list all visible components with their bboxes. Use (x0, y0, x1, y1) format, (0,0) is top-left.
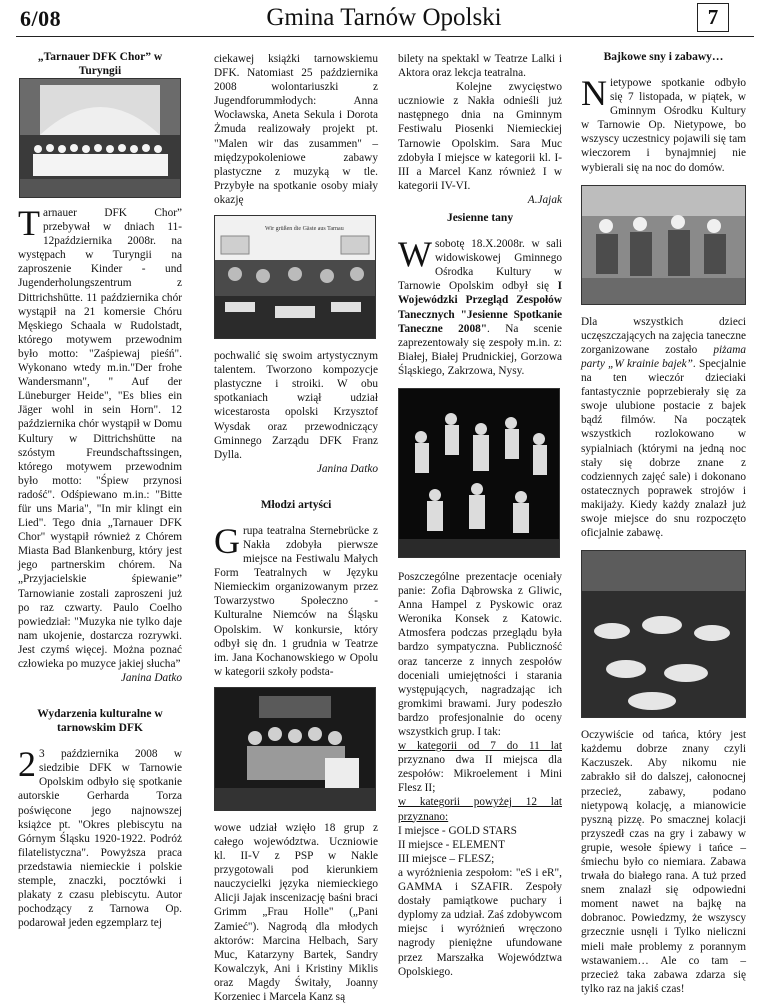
events-article-continued-2: pochwalić się swoim artystycznym talentem. Tworzono kompozycje plastyczne i stroiki. W obu spotkaniach wziął udział wicestarosta opolski Krzysztof Wysdak oraz przewodniczący Gminnego Zarządu DFK Franz Dylla. (214, 350, 378, 461)
party-name: piżama party „W krainie bajek” (581, 343, 746, 370)
dance-review-intro: sobotę 18.X.2008r. w sali widowiskowej Gminnego Ośrodka Kultury w Tarnowie Opolskim odbył się (398, 238, 562, 293)
issue-number: 6/08 (20, 6, 62, 31)
column-4 (581, 44, 746, 996)
page-title: Gmina Tarnów Opolski (266, 4, 502, 31)
choir-photo (19, 78, 181, 198)
party-evening-text: Oczywiście od tańca, który jest każdemu dobrze znany czyli Kaczuszek. Aby nikomu nie zabrakło sił do dalszej, całonocnej przecież, zabawy, podano nietypową kolację, a mianowicie pyszną pizzę. Po smacznej kolacji przyszedł czas na gry i zabawy w grupie, wesołe śpiewy i tańce – śmiechu było co niemiara. Zabawa trwała do białego rana. A tuż przed snem znalazł się odpowiedni moment nawet na bajkę na dobranoc. Powiedzmy, że wszyscy grzecznie usnęli i Tylko nieliczni mieli małe problemy z porannym wstawaniem… Ale co tam – przecież taka zabawa zdarza się tylko raz na jakiś czas! (581, 729, 746, 995)
honorable-mentions: a wyróżnienia zespołom: "eS i eR", GAMMA i SZAFIR. Zespoły dostały pamiątkowe puchary i dyplomy za udział. Zaś zdobywcom miejsc i wyróżnień wręczono nagrody pieniężne ufundowane przez Marszałka Województwa Opolskiego. (398, 866, 562, 978)
party-photo-2 (581, 550, 746, 718)
article-heading-young-artists: Młodzi artyści (260, 498, 332, 511)
author-signature: Janina Datko (120, 672, 182, 685)
pyjama-party-text: Dla wszystkich dzieci uczęszczających na zajęcia taneczne zorganizowane zostało (581, 315, 746, 356)
article-heading-choir: „Tarnauer DFK Chor” w Turyngii (37, 51, 163, 77)
second-place: II miejsce - ELEMENT (398, 838, 505, 851)
young-artists-text-continued: wowe udział wzięło 18 grup z całego województwa. Uczniowie kl. II-V z PSP w Nakle przygotowali pod kierunkiem nauczycielki języka niemieckiego Alicji Jajak inscenizację baśni braci Grimm „Frau Holle" („Pani Zamieć"). Nagrodą dla młodych aktorów: Marcina Helbach, Sary Muc, Katarzyny Bartek, Sandry Kowalczyk, Ani i Kristiny Miklis oraz Magdy Świtały, Joanny Korzeniec i Marcela Kanz są (214, 821, 378, 1004)
party-photo-1 (581, 185, 746, 305)
category-a: w kategorii od 7 do 11 lat (398, 740, 562, 753)
choir-article-text: arnauer DFK Chor” przebywał w dniach 11-12października 2008r. na występach w Turyngii na zaproszenie Kinder - und Jugenderholungszentrum z Dittrichshütte. 11 października chór wystąpił na 21 komersie Chóru Męskiego Schaala w Rudolstadt, którego motywem przewodnim było motto: "Zaśpiewaj pieśń". Wykonano wtedy m.in."Der frohe Wandersmann", " Auf der Lüneburger Heide", "Es blies ein Jäger wohl in sein Horn". 12 października chór wystąpił w Domu Kultury w Dittrichshütte na szóstym Freundschaftssingen, którego motywem przewodnim było motto: "Śpiew przynosi radość". Odśpiewano m.in.: "Bitte für uns Maria", "In mir klingt ein Lied". Tego dnia „Tarnauer DFK Chor" wystąpił również z Chórem Miasta Bad Blankenburg, który jest jego partnerskim chórem. Na „Przyjacielskie śpiewanie” Tarnowianie zostali zaproszeni już po raz czwarty. Paulo Coelho powiedział: "Muzyka nie tylko daje nam ukojenie, dostarcza rozrywki. Jest czymś więcej. Można poznać człowieka po muzyce jakiej słucha” (18, 207, 182, 670)
young-artists-text: rupa teatralna Sternebrücke z Nakła zdobyła pierwsze miejsce na Festiwalu Małych Form Teatralnych w Języku Niemieckim organizowanym przez Towarzystwo Społeczno - Kulturalne Niemców na Śląsku Opolskim. W konkursie, który odbył się dn. 1 grudnia w Teatrze im. Jana Kochanowskiego w Opolu w kategorii szkoły podsta- (214, 524, 378, 678)
theatre-group-photo (214, 687, 376, 811)
author-signature: A.Jajak (527, 193, 562, 206)
drop-cap: G (214, 520, 240, 561)
header-rule (16, 36, 754, 37)
song-festival-text: Kolejne zwycięstwo uczniowie z Nakła odnieśli już następnego dnia na Gminnym Festiwalu Piosenki Niemieckiej Tarnowie Opolskim. Sara Muc zdobyła I miejsce w kategorii kl. I-III a Marcel Kanz również I w kategorii IV-VI. (398, 81, 562, 192)
dance-photo (398, 388, 560, 558)
drop-cap: 2 (18, 744, 36, 785)
third-place: III miejsce – FLESZ; (398, 852, 495, 865)
page-header (0, 0, 768, 40)
first-place: I miejsce - GOLD STARS (398, 824, 517, 837)
pyjama-party-text-2: . Specjalnie na ten wieczór dzieciaki fantastycznie poprzebierały się za swoje ulubione postacie z bajek bądź filmów. Na początek wszystkich rozlokowano w sypialniach (którymi na jedną noc stały się dobrze znane z codziennych zajęć sale) i dokonano ostatecznych poprawek strojów i makijaży. Kiedy każdy znalazł już swoje miejsce do snu rozpoczęto oficjalnie zabawę. (581, 357, 746, 540)
page-number: 7 (697, 3, 729, 32)
article-heading-events: Wydarzenia kulturalne w tarnowskim DFK (37, 708, 163, 735)
dance-review-intro-end: . Na scenie zaprezentowały się zespoły m.in. z: Białej, Białej Prudnickiej, Gorzowa Śląskiego, Zakrzowa, Nysy. (398, 322, 562, 377)
column-1 (18, 44, 182, 930)
jury-text: Poszczególne prezentacje oceniały panie: Zofia Dąbrowska z Gliwic, Anna Hampel z Pyskowic oraz Weronika Konsek z Katowic. Atmosfera podczas przeglądu była bardzo sympatyczna. Publiczność oraz tancerze z innych zespołów doceniali umiejętności i starania występujących, nagradzając ich gromkimi brawami. Jury podeszło bardzo profesjonalnie do oceny wszystkich grup. I tak: (398, 570, 562, 738)
column-3 (398, 52, 562, 979)
festival-name: I Wojewódzki Przegląd Zespołów Tanecznych "Jesienne Spotkanie Taneczne 2008" (398, 280, 562, 335)
drop-cap: T (18, 203, 40, 243)
article-heading-autumn-dances: Jesienne tany (446, 212, 514, 225)
events-article-text: 3 października 2008 w siedzibie DFK w Tarnowie Opolskim odbyło się spotkanie autorskie Gerharda Torza poświęcone jego najnowszej książce pt. "Okres plebiscytu na Górnym Śląsku 1920-1922. Podróż filatelistyczna". Powyższa praca przedstawia niemieckie i polskie stemple, znaczki, pocztówki i plakaty z czasu plebiscytu. Autor pochodzący z Tarnowa Op. podarował jeden egzemplarz tej (18, 748, 182, 930)
category-b: w kategorii powyżej 12 lat przyznano: (398, 796, 562, 823)
pyjama-party-intro: ietypowe spotkanie odbyło się 7 listopada, w piątek, w Gminnym Ośrodku Kultury w Tarnowie Op. Nietypowe, bo wszyscy uczestnicy pojawili się tam wieczorem i bynajmniej nie wybierali się na noc do domów. (581, 77, 746, 174)
author-signature: Janina Datko (316, 462, 378, 475)
column-2 (214, 52, 378, 1004)
photo-banner: Wir grüßen die Gäste aus Tarnau (265, 226, 344, 233)
article-heading-pyjama-party: Bajkowe sny i zabawy… (603, 51, 724, 63)
drop-cap: W (398, 234, 432, 275)
events-article-continued: ciekawej książki tarnowskiemu DFK. Natomiast 25 października 2008 wolontariuszki z Jugendforummłodych: Anna Wocławska, Aneta Sekula i Dorota Żmuda realizowały projekt pt. "Malen wir das zusammen" – międzypokoleniowe zabawy plastyczne z muzyką w tle. Przybyłe na spotkanie osoby miały okazję (214, 53, 378, 206)
workshop-photo (214, 215, 376, 339)
drop-cap: N (581, 73, 607, 113)
category-a-result: przyznano dwa II miejsca dla zespołów: Mikroelement i Mini Flesz II; (398, 754, 562, 795)
young-artists-ending: bilety na spektakl w Teatrze Lalki i Aktora oraz lekcja teatralna. (398, 53, 562, 80)
